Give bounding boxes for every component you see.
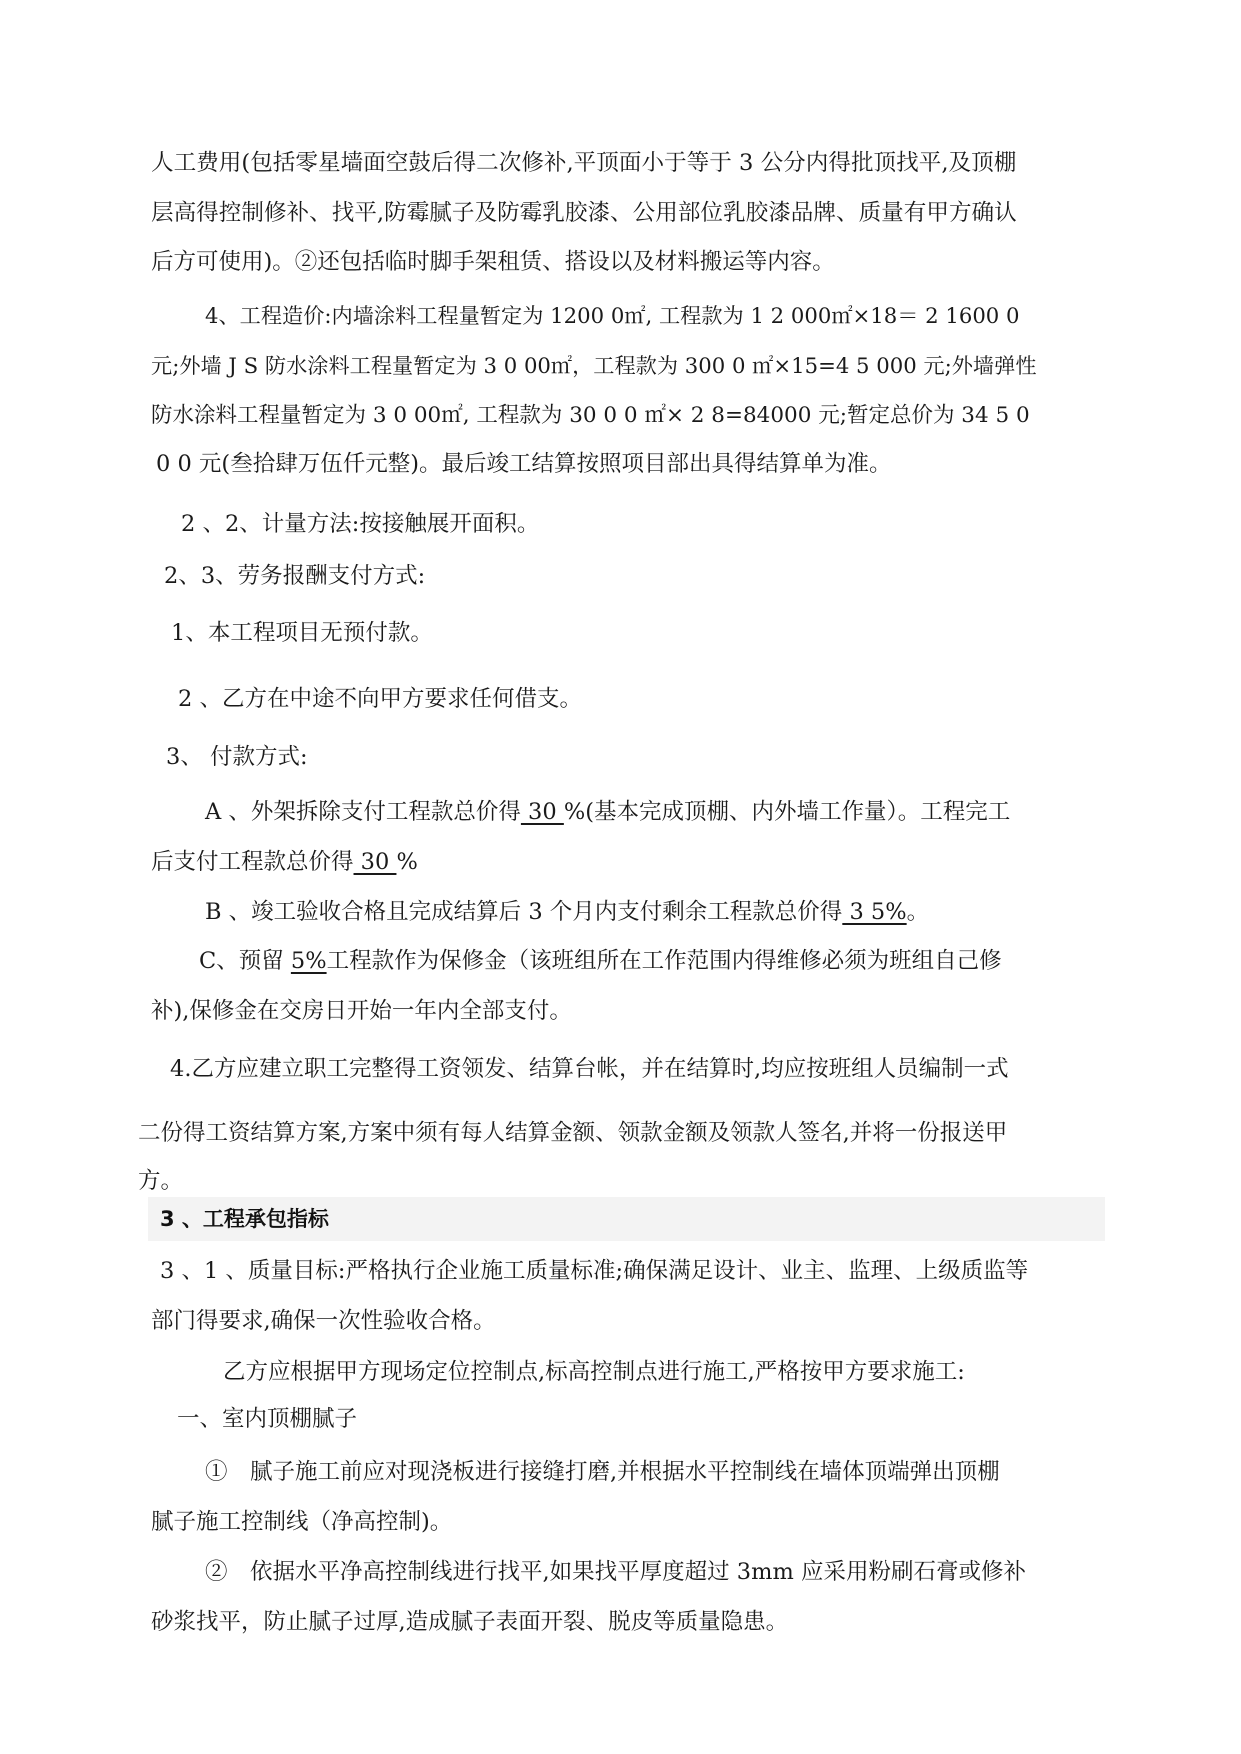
text-line: 方。 (138, 1168, 184, 1194)
payment-a-percent: 30 (353, 849, 397, 875)
text-line: 补),保修金在交房日开始一年内全部支付。 (151, 998, 572, 1024)
text-line: 二份得工资结算方案,方案中须有每人结算金额、领款金额及领款人签名,并将一份报送甲 (138, 1120, 1008, 1146)
text-line: 4、工程造价:内墙涂料工程量暂定为 1200 0㎡, 工程款为 1 2 000㎡×18＝ 2 1600 0 (205, 303, 1020, 328)
text-line: 1、本工程项目无预付款。 (171, 620, 433, 646)
text-line: 人工费用(包括零星墙面空鼓后得二次修补,平顶面小于等于 3 公分内得批顶找平,及顶棚 (151, 150, 1017, 176)
payment-a-percent: 30 (520, 799, 564, 825)
text-line: 防水涂料工程量暂定为 3 0 00㎡, 工程款为 30 0 0 ㎡× 2 8=84000 元;暂定总价为 34 5 0 (151, 403, 1030, 428)
text-line: 3 、1 、质量目标:严格执行企业施工质量标准;确保满足设计、业主、监理、上级质监等 (160, 1258, 1029, 1284)
section-heading-text: 3 、工程承包指标 (160, 1207, 329, 1231)
payment-c-percent: 5% (290, 948, 327, 974)
payment-c-text: 工程款作为保修金（该班组所在工作范围内得维修必须为班组自己修 (326, 948, 1002, 974)
payment-a-text: %(基本完成顶棚、内外墙工作量）。工程完工 (563, 799, 1011, 825)
text-line: 腻子施工控制线（净高控制)。 (151, 1509, 453, 1535)
text-line: 2 、乙方在中途不向甲方要求任何借支。 (178, 686, 582, 712)
text-line: 4.乙方应建立职工完整得工资领发、结算台帐，并在结算时,均应按班组人员编制一式 (170, 1056, 1009, 1082)
text-line: ② 依据水平净高控制线进行找平,如果找平厚度超过 3mm 应采用粉刷石膏或修补 (205, 1559, 1026, 1585)
text-line: 0 0 元(叁拾肆万伍仟元整)。最后竣工结算按照项目部出具得结算单为准。 (156, 451, 892, 477)
payment-a-text: A 、外架拆除支付工程款总价得 (205, 799, 521, 825)
payment-a-line (151, 845, 418, 879)
payment-b-text: 。 (906, 899, 930, 925)
text-line: 乙方应根据甲方现场定位控制点,标高控制点进行施工,严格按甲方要求施工: (223, 1359, 965, 1385)
text-line: 砂浆找平，防止腻子过厚,造成腻子表面开裂、脱皮等质量隐患。 (151, 1609, 789, 1635)
text-line: ① 腻子施工前应对现浇板进行接缝打磨,并根据水平控制线在墙体顶端弹出顶棚 (205, 1459, 1000, 1485)
text-line: 后方可使用)。②还包括临时脚手架租赁、搭设以及材料搬运等内容。 (151, 249, 835, 275)
text-line: 层高得控制修补、找平,防霉腻子及防霉乳胶漆、公用部位乳胶漆品牌、质量有甲方确认 (151, 200, 1017, 226)
text-line: 2、3、劳务报酬支付方式: (164, 563, 426, 589)
text-line: 2 、2、计量方法:按接触展开面积。 (181, 511, 540, 537)
payment-a-text: 后支付工程款总价得 (151, 849, 354, 875)
text-line: 部门得要求,确保一次性验收合格。 (151, 1308, 496, 1334)
section-heading (148, 1197, 1105, 1241)
text-line: 3、 付款方式: (166, 744, 308, 770)
payment-a-text: % (396, 849, 418, 875)
payment-b-line (205, 895, 929, 929)
payment-b-percent: 3 5% (842, 899, 907, 925)
text-line: 元;外墙 J S 防水涂料工程量暂定为 3 0 00㎡，工程款为 300 0 ㎡×15=4 5 000 元;外墙弹性 (151, 353, 1037, 378)
payment-c-line (199, 944, 1002, 978)
text-line: 一、室内顶棚腻子 (177, 1406, 358, 1432)
payment-a-line (205, 795, 1010, 829)
payment-b-text: B 、竣工验收合格且完成结算后 3 个月内支付剩余工程款总价得 (205, 899, 843, 925)
payment-c-text: C、预留 (199, 948, 291, 974)
